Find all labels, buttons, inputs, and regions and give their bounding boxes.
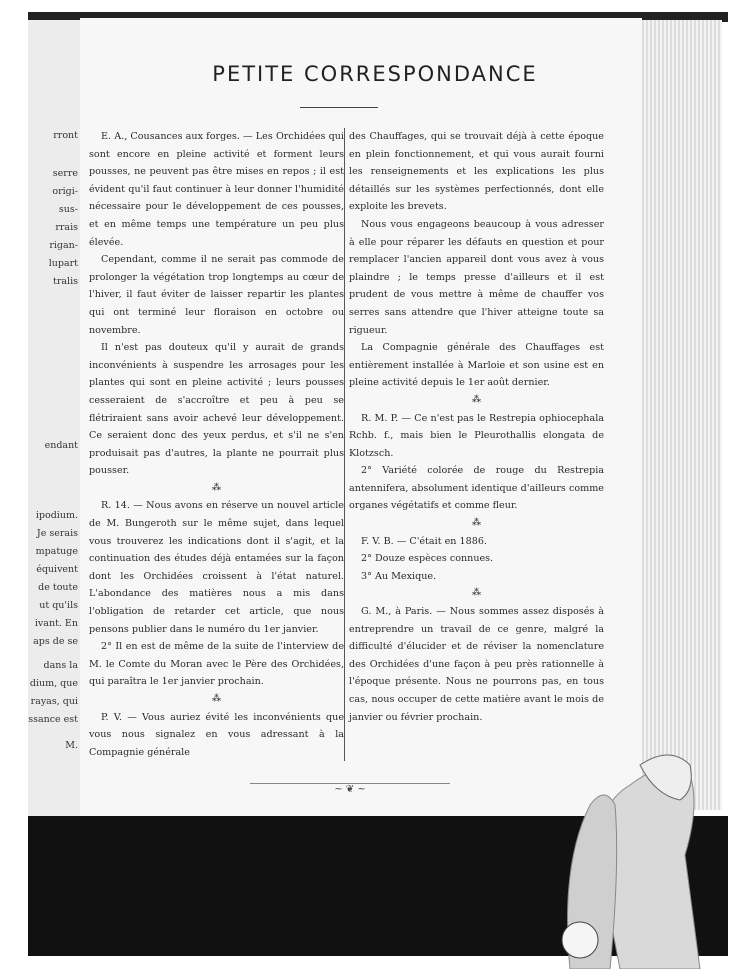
paragraph: F. V. B. — C'était en 1886. xyxy=(361,535,487,547)
margin-fragment: sus- xyxy=(58,204,78,215)
margin-fragment: M. xyxy=(65,740,78,751)
paragraph: R. M. P. — Ce n'est pas le Restrepia ophiocephala Rchb. f., mais bien le Pleurothallis elongata de Klotzsch. xyxy=(349,412,604,459)
title-rule xyxy=(300,107,378,108)
hand-photo xyxy=(560,745,730,969)
separator: ⁂ xyxy=(212,694,221,704)
paragraph: Cependant, comme il ne serait pas commode de prolonger la végétation trop longtemps au cœur de l'hiver, il faut éviter de laisser repartir les plantes qui ont terminé leur floraison en octobre ou novembre. xyxy=(89,254,344,336)
margin-fragment: équivent xyxy=(36,564,78,575)
column-divider xyxy=(344,128,345,761)
margin-fragment: origi- xyxy=(52,186,78,197)
paragraph: 2° Il en est de même de la suite de l'interview de M. le Comte du Moran avec le Père des Orchidées, qui paraîtra le 1er janvier prochain. xyxy=(89,641,344,688)
margin-fragment: tralis xyxy=(53,276,78,287)
paragraph: G. M., à Paris. — Nous sommes assez disposés à entreprendre un travail de ce genre, malgré la difficulté d'élucider et de réviser la nomenclature des Orchidées d'une façon à peu près rationnelle à l'époque présente. Nous ne pourrons pas, en tous cas, nous occuper de cette matière avant le mois de janvier ou février prochain. xyxy=(349,606,604,723)
paragraph: E. A., Cousances aux forges. — Les Orchidées qui sont encore en pleine activité et forment leurs pousses, ne peuvent pas être mises en repos ; il est évident qu'il faut continuer à leur donner l'humidité nécessaire pour le développement de ces pousses, et en même temps une température un peu plus élevée. xyxy=(89,131,344,248)
margin-fragment: aps de se xyxy=(33,636,78,647)
paragraph: 3° Au Mexique. xyxy=(361,570,437,582)
page-title: PETITE CORRESPONDANCE xyxy=(212,62,538,86)
page-edges xyxy=(642,20,722,810)
margin-fragment: rayas, qui xyxy=(30,696,78,707)
separator: ⁂ xyxy=(472,588,481,599)
margin-fragment: de toute xyxy=(38,582,78,593)
paragraph: R. 14. — Nous avons en réserve un nouvel article de M. Bungeroth sur le même sujet, dans lequel vous trouverez les indications dont il s'agit, et la continuation des études déjà entamées sur la façon dont les Orchidées croissent à l'état naturel. L'abondance des matières nous a mis dans l'obligation de retarder cet article, que nous pensons publier dans le numéro du 1er janvier. xyxy=(89,500,344,635)
margin-fragment: rront xyxy=(53,130,78,141)
margin-fragment: lupart xyxy=(48,258,78,269)
margin-fragment: serre xyxy=(52,168,78,179)
paragraph: Il n'est pas douteux qu'il y aurait de grands inconvénients à suspendre les arrosages pour les plantes qui sont en pleine activité ; leurs pousses cesseraient de s'accroître et peu à peu se flétriraient sans avoir achevé leur développement. Ce seraient donc des yeux perdus, et s'il ne s'en produisait pas d'autres, la plante ne pourrait plus pousser. xyxy=(89,342,344,477)
left-column xyxy=(89,128,344,761)
margin-fragment: dans la xyxy=(43,660,78,671)
margin-fragment: ivant. En xyxy=(34,618,78,629)
separator: ⁂ xyxy=(472,394,481,405)
margin-fragment: dium, que xyxy=(29,678,78,689)
margin-fragment: rrais xyxy=(55,222,78,233)
paragraph: La Compagnie générale des Chauffages est entièrement installée à Marloie et son usine est en pleine activité depuis le 1er août dernier. xyxy=(349,342,604,389)
paragraph: Nous vous engageons beaucoup à vous adresser à elle pour réparer les défauts en question et pour remplacer l'ancien appareil dont vous avez à vous plaindre ; le temps presse d'ailleurs et il est prudent de vous mettre à même de chauffer vos serres sans attendre que l'hiver atteigne toute sa rigueur. xyxy=(349,218,604,336)
margin-fragment: ssance est xyxy=(28,714,78,725)
separator: ⁂ xyxy=(212,482,221,493)
paragraph: 2° Variété colorée de rouge du Restrepia antennifera, absolument identique d'ailleurs comme organes végétatifs et comme fleur. xyxy=(349,465,604,512)
margin-fragment: rigan- xyxy=(49,240,78,251)
margin-fragment: ipodium. xyxy=(35,510,78,521)
facing-page-edge xyxy=(28,20,82,820)
paragraph: des Chauffages, qui se trouvait déjà à cette époque en plein fonctionnement, et qui vous aurait fourni les renseignements et les explications les plus détaillés sur les systèmes perfectionnés, dont elle exploite les brevets. xyxy=(349,131,604,213)
paragraph: P. V. — Vous auriez évité les inconvénients que vous nous signalez en vous adressant à la Compagnie générale xyxy=(89,711,344,758)
paragraph: 2° Douze espèces connues. xyxy=(361,553,494,565)
margin-fragment: Je serais xyxy=(36,528,78,539)
separator: ⁂ xyxy=(472,518,481,529)
margin-fragment: ut qu'ils xyxy=(39,600,78,611)
margin-fragment: endant xyxy=(44,440,78,451)
right-column xyxy=(349,128,604,726)
end-ornament: ~ ❦ ~ xyxy=(250,783,450,795)
margin-fragment: mpatuge xyxy=(35,546,78,557)
